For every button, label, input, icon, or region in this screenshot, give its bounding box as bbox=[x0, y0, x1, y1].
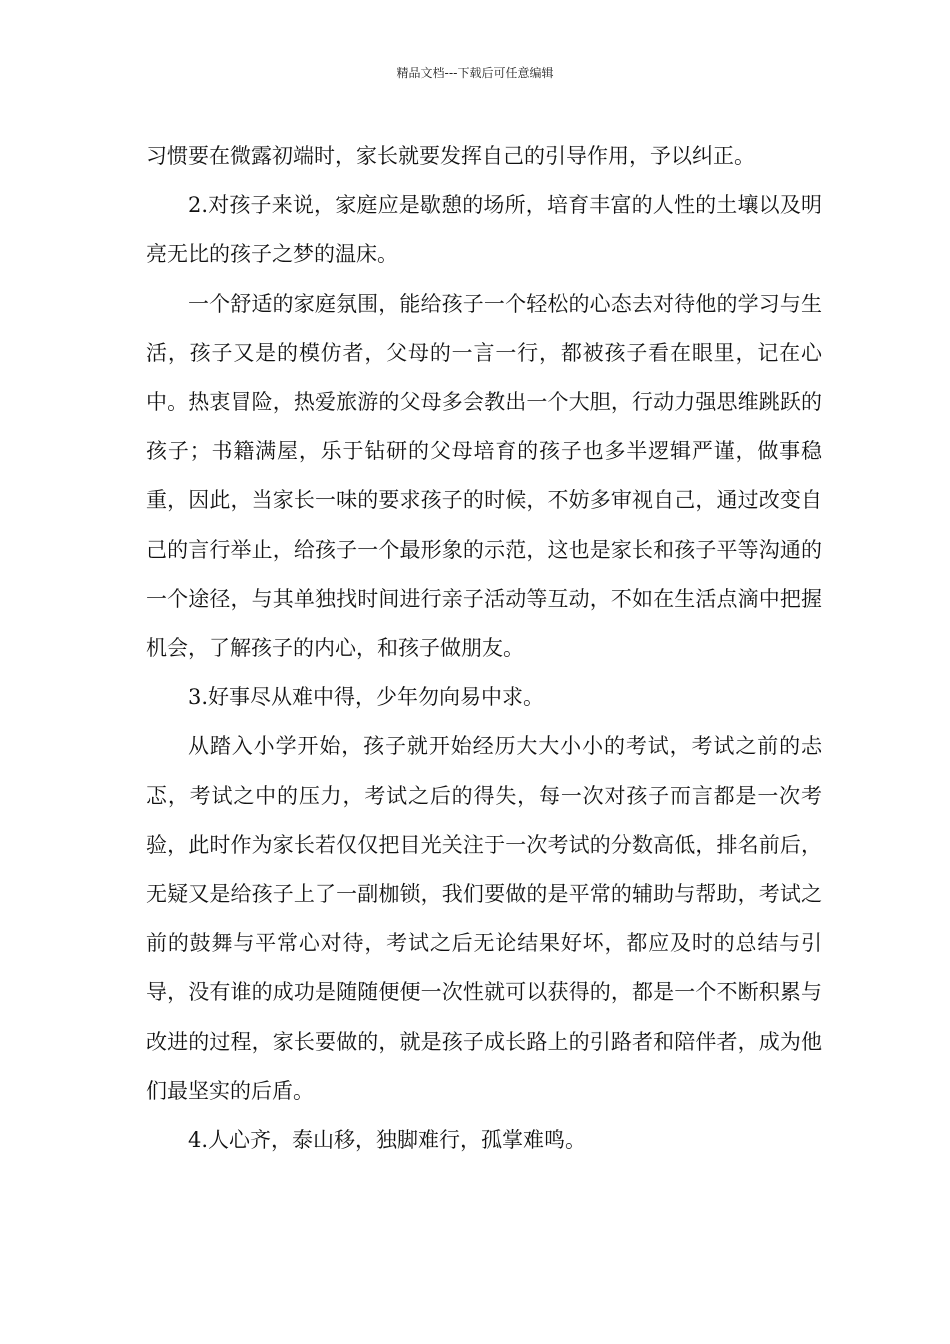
paragraph: 习惯要在微露初端时，家长就要发挥自己的引导作用，予以纠正。 bbox=[146, 144, 755, 168]
paragraph: 一个舒适的家庭氛围，能给孩子一个轻松的心态去对待他的学习与生活，孩子又是的模仿者，父母的一言一行，都被孩子看在眼里，记在心中。热衷冒险，热爱旅游的父母多会教出一个大胆，行动力强思维跳跃的孩子；书籍满屋，乐于钻研的父母培育的孩子也多半逻辑严谨，做事稳重，因此，当家长一味的要求孩子的时候，不妨多审视自己，通过改变自己的言行举止，给孩子一个最形象的示范，这也是家长和孩子平等沟通的一个途径，与其单独找时间进行亲子活动等互动，不如在生活点滴中把握机会，了解孩子的内心，和孩子做朋友。 bbox=[146, 291, 822, 661]
paragraph: 3.好事尽从难中得，少年勿向易中求。 bbox=[188, 685, 545, 710]
paragraph: 2.对孩子来说，家庭应是歇憩的场所，培育丰富的人性的土壤以及明亮无比的孩子之梦的温床。 bbox=[146, 193, 822, 267]
document-body bbox=[146, 132, 822, 1165]
paragraph: 4.人心齐，泰山移，独脚难行，孤掌难鸣。 bbox=[188, 1128, 587, 1153]
page-header: 精品文档---下载后可任意编辑 bbox=[396, 66, 554, 80]
paragraph: 从踏入小学开始，孩子就开始经历大大小小的考试，考试之前的忐忑，考试之中的压力，考试之后的得失，每一次对孩子而言都是一次考验，此时作为家长若仅仅把目光关注于一次考试的分数高低，排名前后，无疑又是给孩子上了一副枷锁，我们要做的是平常的辅助与帮助，考试之前的鼓舞与平常心对待，考试之后无论结果好坏，都应及时的总结与引导，没有谁的成功是随随便便一次性就可以获得的，都是一个不断积累与改进的过程，家长要做的，就是孩子成长路上的引路者和陪伴者，成为他们最坚实的后盾。 bbox=[146, 734, 822, 1103]
